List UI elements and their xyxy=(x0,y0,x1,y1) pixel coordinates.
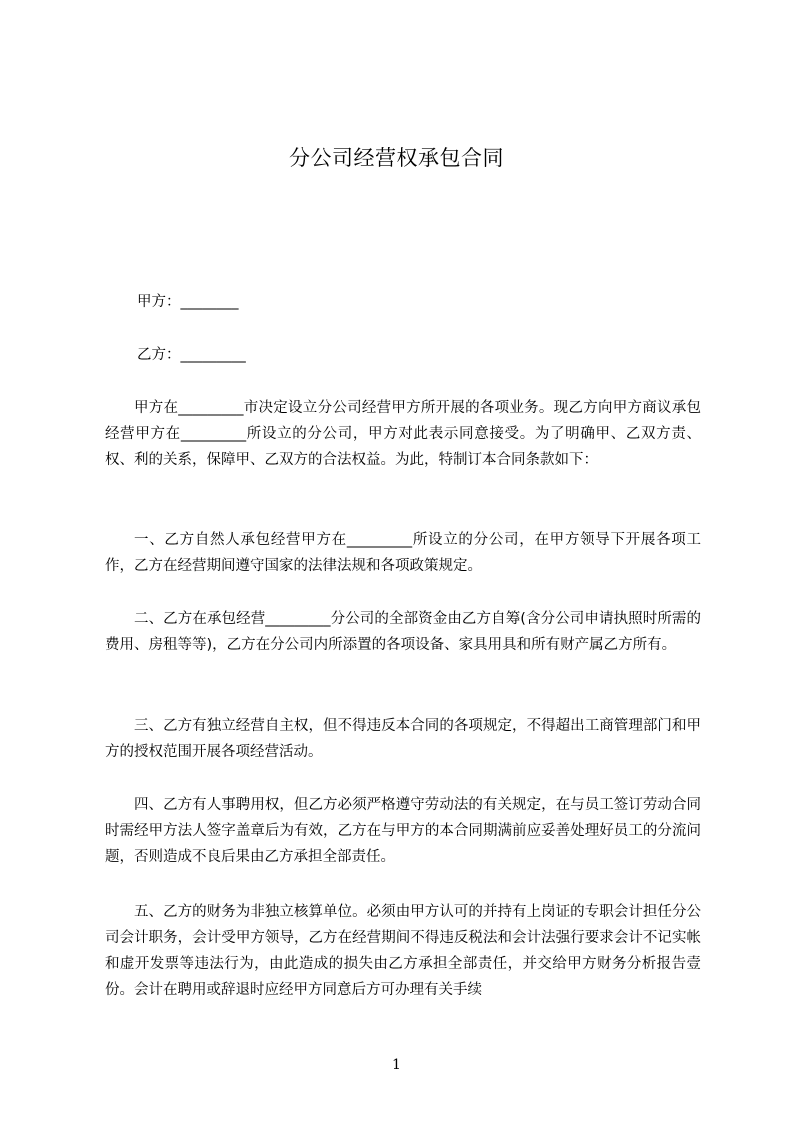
party-b-field: 乙方：_________ xyxy=(137,347,246,363)
clause-4-paragraph: 四、乙方有人事聘用权，但乙方必须严格遵守劳动法的有关规定，在与员工签订劳动合同时需经甲方法人签字盖章后为有效，乙方在与甲方的本合同期满前应妥善处理好员工的分流问题，否则造成不良后果由乙方承担全部责任。 xyxy=(105,797,701,865)
clause-2-paragraph: 二、乙方在承包经营_________分公司的全部资金由乙方自筹(含分公司申请执照时所需的费用、房租等等)，乙方在分公司内所添置的各项设备、家具用具和所有财产属乙方所有。 xyxy=(105,611,701,653)
page-number: 1 xyxy=(392,1057,401,1073)
clause-5-paragraph: 五、乙方的财务为非独立核算单位。必须由甲方认可的并持有上岗证的专职会计担任分公司会计职务，会计受甲方领导，乙方在经营期间不得违反税法和会计法强行要求会计不记实帐和虚开发票等违法行为，由此造成的损失由乙方承担全部责任，并交给甲方财务分析报告壹份。会计在聘用或辞退时应经甲方同意后方可办理有关手续 xyxy=(105,904,701,998)
intro-paragraph: 甲方在_________市决定设立分公司经营甲方所开展的各项业务。现乙方向甲方商议承包经营甲方在_________所设立的分公司，甲方对此表示同意接受。为了明确甲、乙双方责、权、利的关系，保障甲、乙双方的合法权益。为此，特制订本合同条款如下： xyxy=(105,400,701,468)
party-a-field: 甲方：________ xyxy=(137,294,239,310)
clause-1-paragraph: 一、乙方自然人承包经营甲方在_________所设立的分公司，在甲方领导下开展各项工作，乙方在经营期间遵守国家的法律法规和各项政策规定。 xyxy=(105,532,701,574)
clause-3-paragraph: 三、乙方有独立经营自主权，但不得违反本合同的各项规定，不得超出工商管理部门和甲方的授权范围开展各项经营活动。 xyxy=(105,718,701,760)
document-title: 分公司经营权承包合同 xyxy=(289,146,504,170)
